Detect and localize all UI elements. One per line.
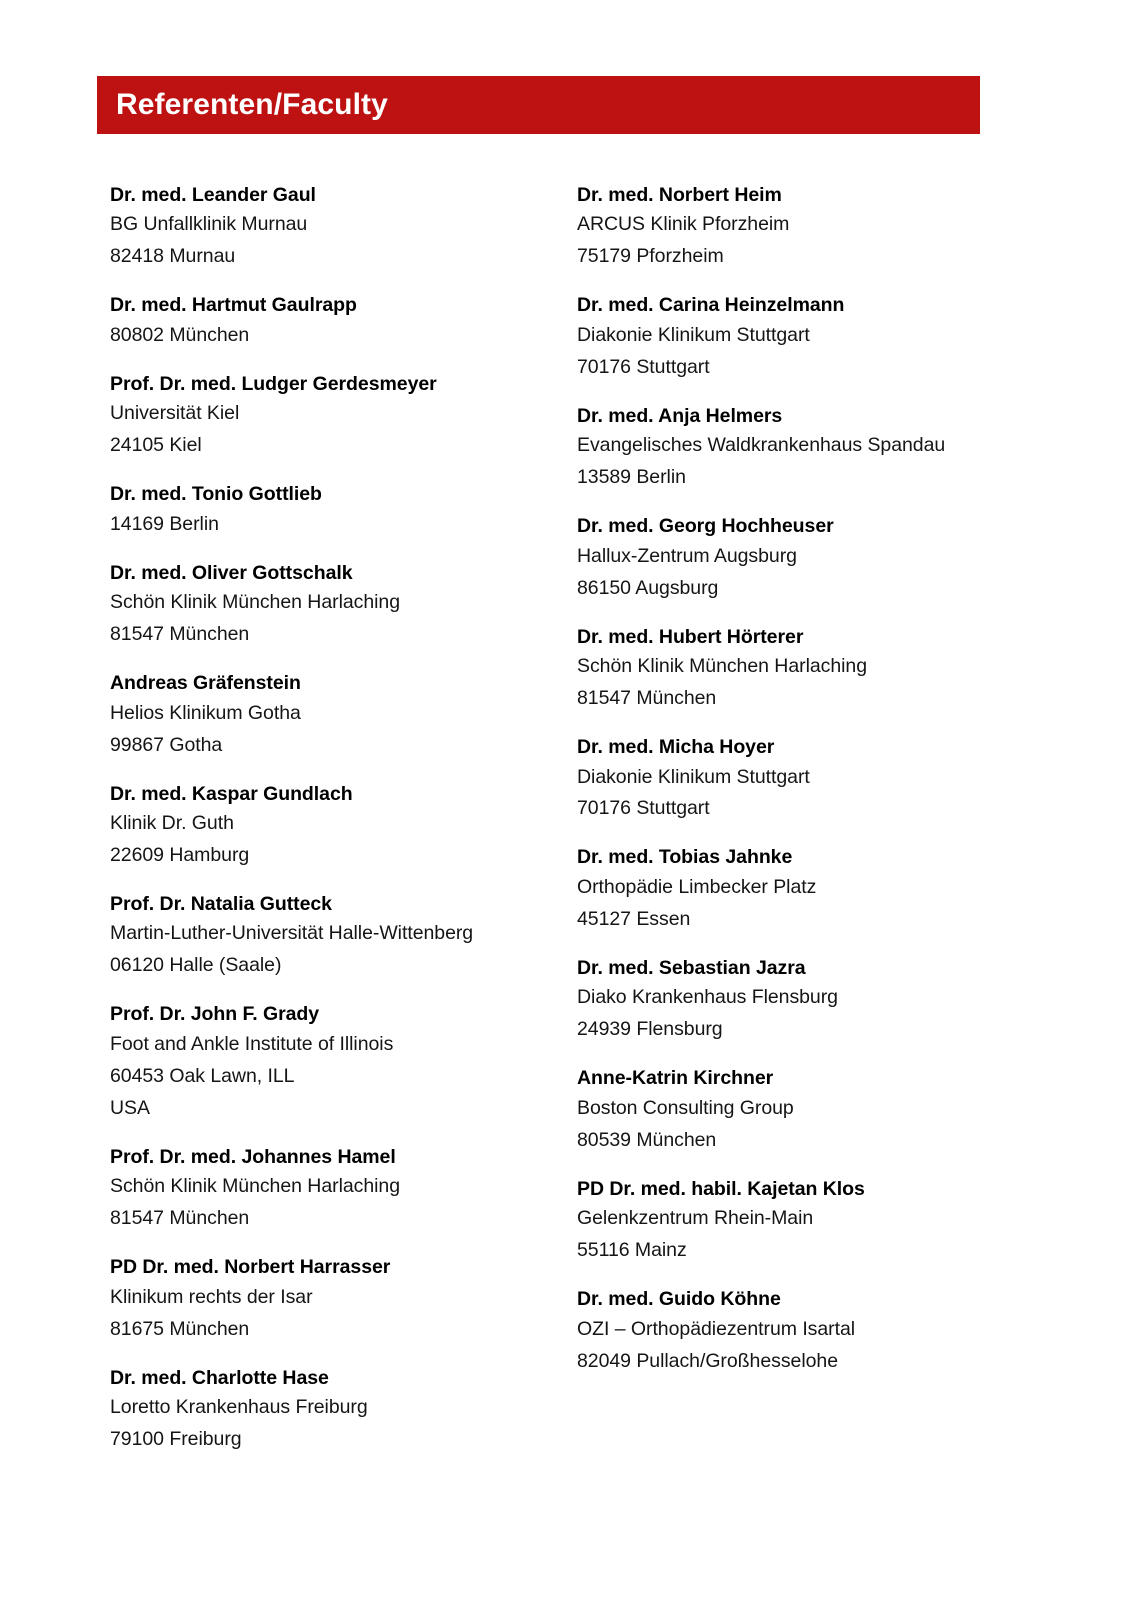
faculty-entry — [110, 559, 522, 651]
faculty-affiliation: Loretto Krankenhaus Freiburg — [110, 1395, 368, 1418]
faculty-name: Prof. Dr. med. Ludger Gerdesmeyer — [110, 372, 437, 395]
faculty-location: 82418 Murnau — [110, 245, 236, 268]
faculty-entry — [110, 1253, 522, 1345]
faculty-affiliation: Martin-Luther-Universität Halle-Wittenberg — [110, 922, 474, 945]
faculty-affiliation: Hallux-Zentrum Augsburg — [577, 544, 797, 567]
faculty-location: 81547 München — [577, 687, 717, 710]
faculty-name: Prof. Dr. John F. Grady — [110, 1003, 320, 1026]
faculty-affiliation: Boston Consulting Group — [577, 1096, 794, 1119]
faculty-location: 81547 München — [110, 1207, 250, 1230]
faculty-affiliation: Klinikum rechts der Isar — [110, 1285, 313, 1308]
faculty-affiliation: Universität Kiel — [110, 402, 240, 425]
faculty-entry — [110, 181, 522, 273]
faculty-name: PD Dr. med. Norbert Harrasser — [110, 1256, 391, 1279]
faculty-affiliation: Schön Klinik München Harlaching — [577, 655, 868, 678]
faculty-entry — [110, 1000, 522, 1124]
section-header-banner — [97, 76, 980, 134]
faculty-entry — [577, 954, 989, 1046]
faculty-affiliation: ARCUS Klinik Pforzheim — [577, 213, 790, 236]
faculty-affiliation: Schön Klinik München Harlaching — [110, 591, 401, 614]
faculty-location: 79100 Freiburg — [110, 1427, 242, 1450]
faculty-location: 14169 Berlin — [110, 512, 219, 535]
faculty-entry — [577, 1285, 989, 1377]
faculty-name: Dr. med. Micha Hoyer — [577, 736, 775, 759]
faculty-location: 75179 Pforzheim — [577, 245, 724, 268]
faculty-affiliation: Klinik Dr. Guth — [110, 811, 234, 834]
faculty-affiliation: 60453 Oak Lawn, ILL — [110, 1064, 295, 1087]
faculty-name: Prof. Dr. med. Johannes Hamel — [110, 1145, 396, 1168]
faculty-entry — [577, 402, 989, 494]
faculty-entry — [110, 291, 522, 351]
faculty-location: 22609 Hamburg — [110, 843, 250, 866]
faculty-entry — [577, 843, 989, 935]
faculty-location: 70176 Stuttgart — [577, 355, 710, 378]
faculty-name: PD Dr. med. habil. Kajetan Klos — [577, 1177, 865, 1200]
faculty-affiliation: Schön Klinik München Harlaching — [110, 1175, 401, 1198]
faculty-name: Anne-Katrin Kirchner — [577, 1067, 774, 1090]
faculty-entry — [577, 181, 989, 273]
faculty-name: Dr. med. Sebastian Jazra — [577, 956, 806, 979]
faculty-name: Dr. med. Charlotte Hase — [110, 1366, 329, 1389]
faculty-location: 81675 München — [110, 1317, 250, 1340]
faculty-entry — [110, 669, 522, 761]
faculty-entry — [110, 1364, 522, 1456]
faculty-name: Dr. med. Oliver Gottschalk — [110, 561, 353, 584]
faculty-name: Dr. med. Kaspar Gundlach — [110, 782, 353, 805]
faculty-location: 99867 Gotha — [110, 733, 223, 756]
faculty-name: Dr. med. Carina Heinzelmann — [577, 294, 845, 317]
faculty-location: 06120 Halle (Saale) — [110, 954, 282, 977]
right-column — [577, 181, 989, 1456]
faculty-name: Dr. med. Georg Hochheuser — [577, 515, 834, 538]
faculty-affiliation: BG Unfallklinik Murnau — [110, 213, 308, 236]
faculty-columns — [110, 181, 1018, 1456]
faculty-name: Andreas Gräfenstein — [110, 672, 301, 695]
faculty-location: 80539 München — [577, 1128, 717, 1151]
faculty-location: 81547 München — [110, 623, 250, 646]
faculty-name: Dr. med. Tonio Gottlieb — [110, 483, 322, 506]
faculty-entry — [110, 1143, 522, 1235]
faculty-location: 45127 Essen — [577, 907, 691, 930]
left-column — [110, 181, 522, 1456]
faculty-name: Dr. med. Norbert Heim — [577, 184, 782, 206]
faculty-name: Dr. med. Hubert Hörterer — [577, 625, 804, 648]
faculty-entry — [110, 370, 522, 462]
faculty-name: Dr. med. Tobias Jahnke — [577, 846, 793, 869]
faculty-location: 82049 Pullach/Großhesselohe — [577, 1349, 838, 1372]
faculty-entry — [577, 1064, 989, 1156]
faculty-name: Dr. med. Guido Köhne — [577, 1288, 781, 1311]
faculty-affiliation: Gelenkzentrum Rhein-Main — [577, 1207, 814, 1230]
faculty-name: Dr. med. Leander Gaul — [110, 184, 316, 206]
faculty-affiliation: Orthopädie Limbecker Platz — [577, 875, 817, 898]
faculty-affiliation: OZI – Orthopädiezentrum Isartal — [577, 1317, 856, 1340]
faculty-entry — [577, 733, 989, 825]
faculty-name: Prof. Dr. Natalia Gutteck — [110, 892, 332, 915]
faculty-affiliation: Diako Krankenhaus Flensburg — [577, 986, 838, 1009]
faculty-entry — [110, 780, 522, 872]
faculty-entry — [577, 512, 989, 604]
page-title: Referenten/Faculty — [116, 88, 388, 121]
faculty-location: 24939 Flensburg — [577, 1018, 723, 1041]
faculty-affiliation: Diakonie Klinikum Stuttgart — [577, 765, 810, 788]
faculty-entry — [577, 1175, 989, 1267]
faculty-location: 80802 München — [110, 323, 250, 346]
faculty-entry — [110, 480, 522, 540]
faculty-location: USA — [110, 1096, 150, 1119]
faculty-location: 13589 Berlin — [577, 466, 686, 489]
faculty-entry — [577, 291, 989, 383]
faculty-affiliation: Diakonie Klinikum Stuttgart — [577, 323, 810, 346]
faculty-entry — [577, 623, 989, 715]
faculty-name: Dr. med. Hartmut Gaulrapp — [110, 294, 357, 317]
faculty-affiliation: Foot and Ankle Institute of Illinois — [110, 1032, 394, 1055]
faculty-location: 55116 Mainz — [577, 1239, 687, 1262]
faculty-entry — [110, 890, 522, 982]
faculty-location: 86150 Augsburg — [577, 576, 719, 599]
faculty-affiliation: Helios Klinikum Gotha — [110, 701, 301, 724]
faculty-affiliation: Evangelisches Waldkrankenhaus Spandau — [577, 434, 946, 457]
faculty-name: Dr. med. Anja Helmers — [577, 404, 783, 427]
faculty-location: 70176 Stuttgart — [577, 797, 710, 820]
faculty-location: 24105 Kiel — [110, 434, 202, 457]
